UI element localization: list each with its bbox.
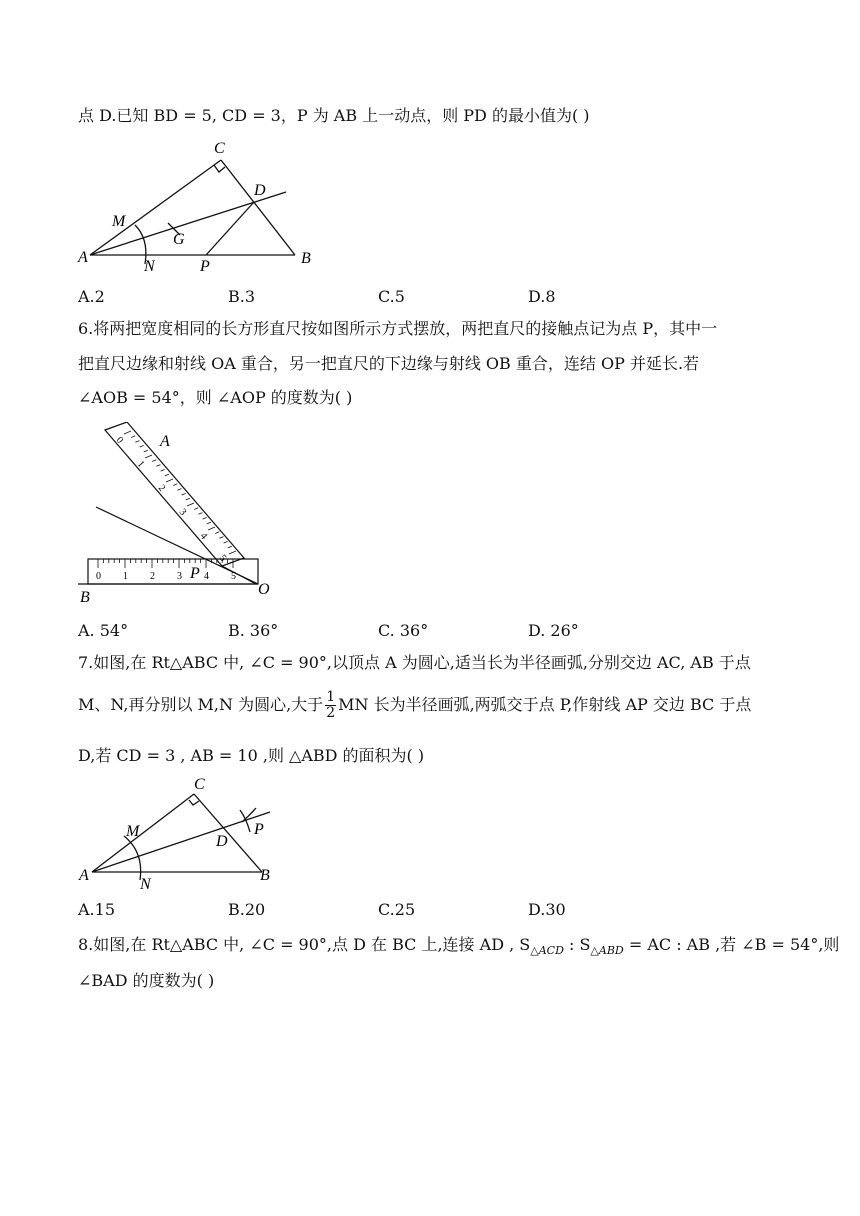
q7-label-p: P (254, 821, 264, 838)
q6-ruler2-tick-0: 0 (96, 571, 101, 582)
q6-ruler1-tick-5: 5 (216, 552, 229, 564)
q6-ruler2-tick-2: 2 (150, 571, 155, 582)
q5-option-c: C.5 (378, 287, 405, 306)
q6-ruler1-tick-2: 2 (155, 482, 168, 494)
q5-label-d: D (254, 182, 266, 199)
q5-figure (76, 136, 326, 278)
q8-line-1-a: 8.如图,在 Rt△ABC 中, ∠C = 90°,点 D 在 BC 上,连接 AD , S (78, 935, 531, 954)
q8-line-1-c: = AC : AB ,若 ∠B = 54°,则 (623, 935, 840, 954)
q7-line-3: D,若 CD = 3 , AB = 10 ,则 △ABD 的面积为( ) (78, 746, 425, 765)
q7-option-c: C.25 (378, 900, 416, 919)
q6-option-c: C. 36° (378, 621, 429, 640)
q7-label-a: A (79, 867, 89, 884)
q5-option-d: D.8 (528, 287, 556, 306)
q5-label-b: B (301, 250, 311, 267)
q5-label-c: C (214, 140, 225, 157)
q7-line-2-b: MN 长为半径画弧,两弧交于点 P,作射线 AP 交边 BC 于点 (338, 695, 752, 714)
q7-frac-den: 2 (326, 705, 336, 721)
q7-option-a: A.15 (78, 900, 115, 919)
q6-label-b: B (80, 589, 90, 606)
q6-option-a: A. 54° (78, 621, 129, 640)
q6-option-d: D. 26° (528, 621, 579, 640)
q5-option-a: A.2 (78, 287, 105, 306)
q8-sub-abd: △ABD (590, 944, 624, 957)
q6-ruler1-tick-0: 0 (113, 434, 126, 446)
q6-line-2: 把直尺边缘和射线 OA 重合，另一把直尺的下边缘与射线 OB 重合，连结 OP 并延长.若 (78, 354, 700, 373)
q7-line-1: 7.如图,在 Rt△ABC 中, ∠C = 90°,以顶点 A 为圆心,适当长为半径画弧,分别交边 AC, AB 于点 (78, 653, 751, 672)
q5-stem-tail: 点 D.已知 BD = 5, CD = 3，P 为 AB 上一动点，则 PD 的最小值为( ) (78, 106, 590, 125)
q7-option-d: D.30 (528, 900, 566, 919)
q7-label-b: B (260, 867, 270, 884)
q5-option-b: B.3 (228, 287, 256, 306)
q5-label-p: P (200, 258, 210, 275)
q7-label-c: C (194, 776, 205, 793)
q7-option-b: B.20 (228, 900, 266, 919)
q5-label-a: A (78, 249, 88, 266)
q7-label-n: N (140, 876, 151, 893)
q7-label-m: M (126, 823, 140, 840)
q8-line-1-b: : S (563, 935, 591, 954)
q6-ruler1-tick-4: 4 (197, 530, 210, 542)
q6-label-p: P (190, 565, 200, 582)
q6-ruler2-tick-3: 3 (177, 571, 182, 582)
q6-ruler2-tick-4: 4 (204, 571, 209, 582)
q6-figure (76, 422, 296, 608)
q7-line-2 (78, 690, 751, 721)
q7-line-2-a: M、N,再分别以 M,N 为圆心,大于 (78, 695, 324, 714)
q6-option-b: B. 36° (228, 621, 279, 640)
q6-line-3: ∠AOB = 54°，则 ∠AOP 的度数为( ) (78, 388, 353, 407)
q5-label-g: G (173, 231, 185, 248)
q6-label-o: O (258, 581, 270, 598)
q6-ruler2-tick-5: 5 (231, 571, 236, 582)
q5-label-m: M (112, 213, 126, 230)
q8-line-1 (78, 933, 839, 963)
q6-label-a: A (160, 433, 170, 450)
q6-ruler2-tick-1: 1 (123, 571, 128, 582)
q8-sub-acd: △ACD (530, 944, 564, 957)
q7-fraction (325, 690, 336, 721)
q8-line-2: ∠BAD 的度数为( ) (78, 971, 215, 990)
q7-figure (76, 772, 306, 894)
q6-line-1: 6.将两把宽度相同的长方形直尺按如图所示方式摆放，两把直尺的接触点记为点 P，其中一 (78, 319, 718, 338)
q5-label-n: N (144, 258, 155, 275)
q7-frac-num: 1 (326, 689, 336, 705)
q6-ruler1-tick-1: 1 (134, 458, 147, 470)
q6-ruler1-tick-3: 3 (176, 506, 189, 518)
q7-label-d: D (216, 833, 228, 850)
